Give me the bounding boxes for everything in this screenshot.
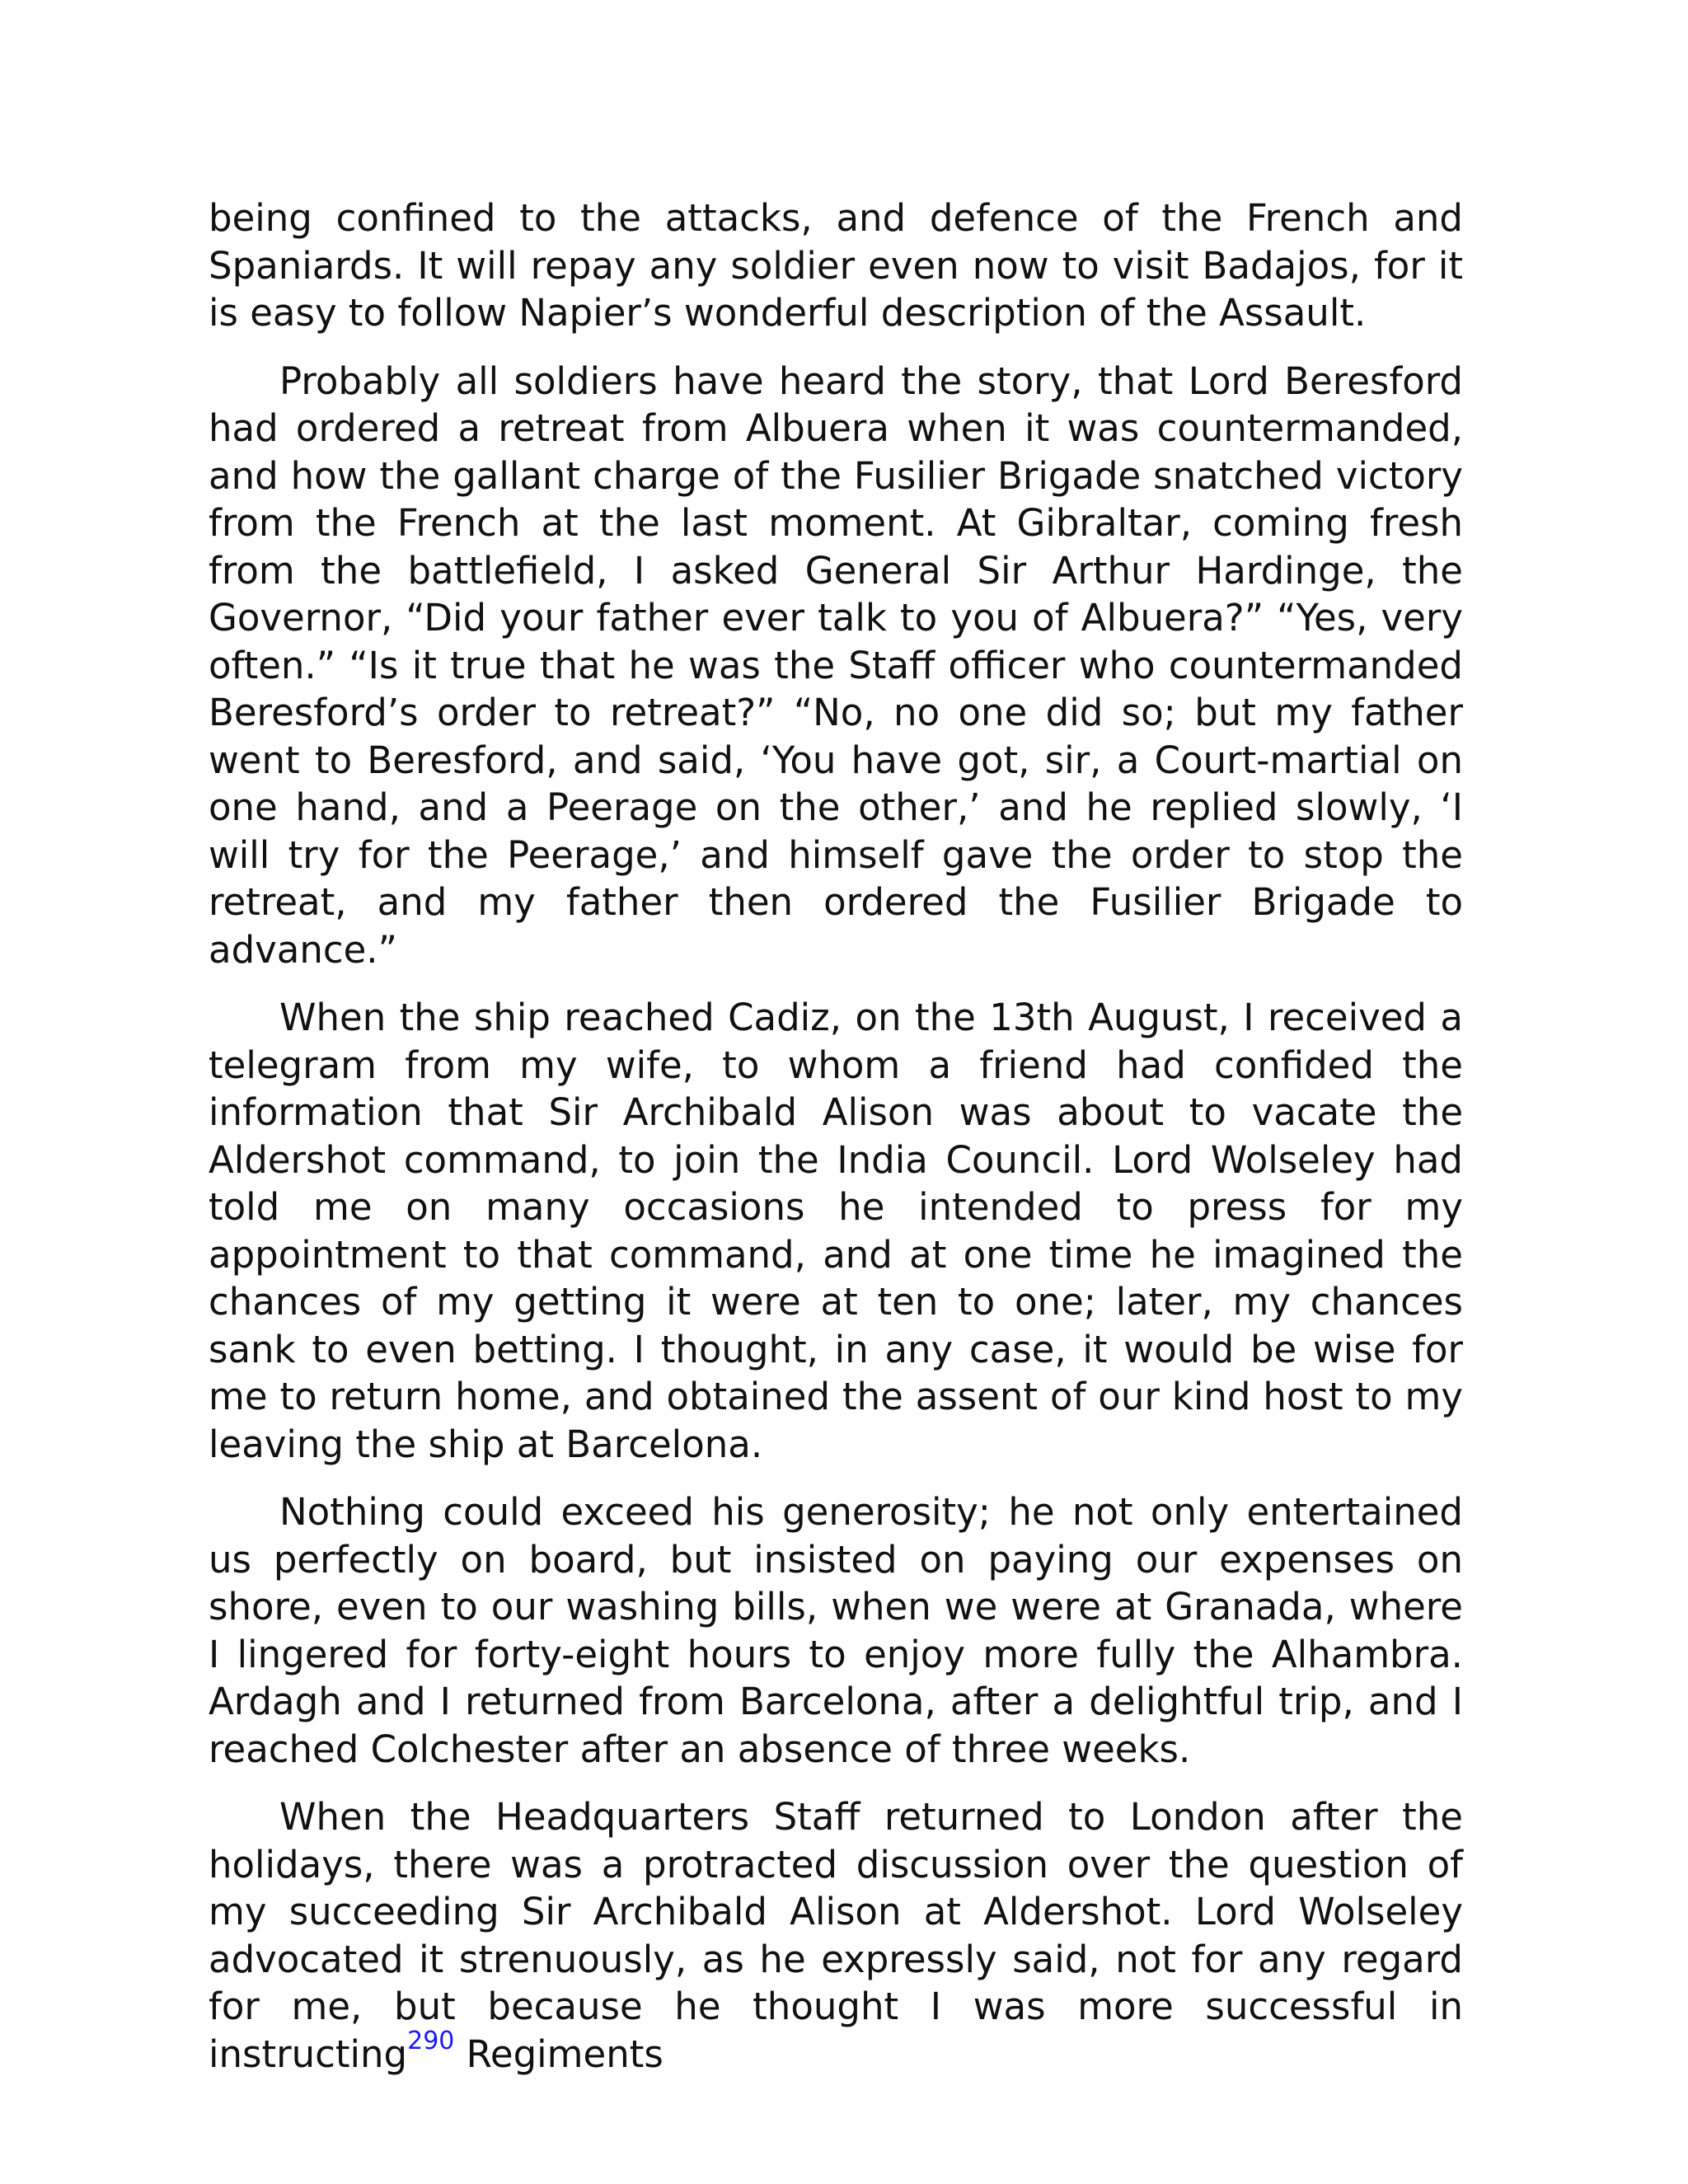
paragraph-2: Probably all soldiers have heard the story, that Lord Beresford had ordered a retreat from Albuera when it was countermanded, and how the gallant charge of the Fusilier Brigade snatched victory from the French at the last moment. At Gibraltar, coming fresh from the battlefield, I asked General Sir Arthur Hardinge, the Governor, “Did your father ever talk to you of Albuera?” “Yes, very often.” “Is it true that he was the Staff officer who countermanded Beresford’s order to retreat?” “No, no one did so; but my father went to Beresford, and said, ‘You have got, sir, a Court-martial on one hand, and a Peerage on the other,’ and he replied slowly, ‘I will try for the Peerage,’ and himself gave the order to stop the retreat, and my father then ordered the Fusilier Brigade to advance.”	[209, 359, 1463, 972]
paragraph-5-continuation: Regiments	[454, 2032, 663, 2076]
paragraph-5	[209, 1793, 1463, 2078]
paragraph-1: being confined to the attacks, and defence of the French and Spaniards. It will repay any soldier even now to visit Badajos, for it is easy to follow Napier’s wonderful description of the Assault.	[209, 196, 1463, 335]
page-number-link[interactable]: 290	[407, 2026, 455, 2055]
paragraph-3: When the ship reached Cadiz, on the 13th August, I received a telegram from my wife, to whom a friend had confided the information that Sir Archibald Alison was about to vacate the Aldershot command, to join the India Council. Lord Wolseley had told me on many occasions he intended to press for my appointment to that command, and at one time he imagined the chances of my getting it were at ten to one; later, my chances sank to even betting. I thought, in any case, it would be wise for me to return home, and obtained the assent of our kind host to my leaving the ship at Barcelona.	[209, 996, 1463, 1466]
document-page	[209, 194, 1463, 2098]
paragraph-5-text: When the Headquarters Staff returned to London after the holidays, there was a protracted discussion over the question of my succeeding Sir Archibald Alison at Aldershot. Lord Wolseley advocated it strenuously, as he expressly said, not for any regard for me, but because he thought I was more successful in instructing	[209, 1795, 1463, 2076]
paragraph-4: Nothing could exceed his generosity; he not only entertained us perfectly on board, but insisted on paying our expenses on shore, even to our washing bills, when we were at Granada, where I lingered for forty-eight hours to enjoy more fully the Alhambra. Ardagh and I returned from Barcelona, after a delightful trip, and I reached Colchester after an absence of three weeks.	[209, 1490, 1463, 1771]
